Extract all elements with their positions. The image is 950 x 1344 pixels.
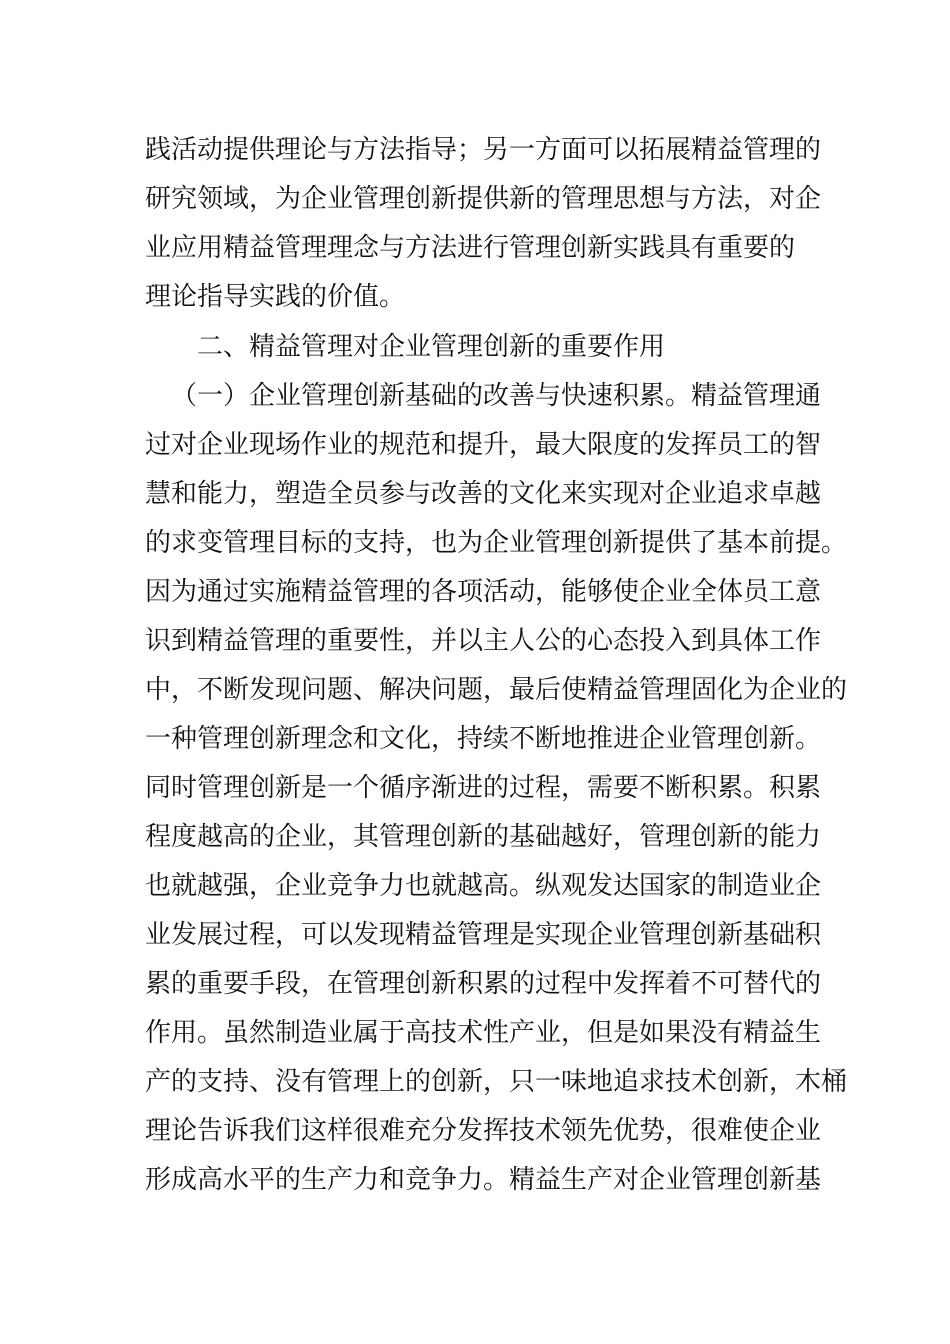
body-text-line: 形成高水平的生产力和竞争力。精益生产对企业管理创新基 [145,1165,822,1195]
body-text-line: 也就越强，企业竞争力也就越高。纵观发达国家的制造业企 [145,871,822,901]
body-text-line: 因为通过实施精益管理的各项活动，能够使企业全体员工意 [145,577,822,607]
body-text-line: 作用。虽然制造业属于高技术性产业，但是如果没有精益生 [145,1018,822,1048]
body-text-line: 识到精益管理的重要性，并以主人公的心态投入到具体工作 [145,626,822,656]
body-text-line: 中，不断发现问题、解决问题，最后使精益管理固化为企业的 [145,675,848,705]
body-text-line: 一种管理创新理念和文化，持续不断地推进企业管理创新。 [145,724,822,754]
body-text-line: 业应用精益管理理念与方法进行管理创新实践具有重要的 [145,233,796,263]
section-heading: 二、精益管理对企业管理创新的重要作用 [197,332,666,362]
body-text-line: 践活动提供理论与方法指导；另一方面可以拓展精益管理的 [145,135,822,165]
body-text-line: （一）企业管理创新基础的改善与快速积累。精益管理通 [171,381,822,411]
body-text-line: 理论指导实践的价值。 [145,282,406,312]
body-text-line: 同时管理创新是一个循序渐进的过程，需要不断积累。积累 [145,773,822,803]
body-text-line: 的求变管理目标的支持，也为企业管理创新提供了基本前提。 [145,528,848,558]
body-text-line: 产的支持、没有管理上的创新，只一味地追求技术创新，木桶 [145,1067,848,1097]
body-text-line: 研究领域，为企业管理创新提供新的管理思想与方法，对企 [145,184,822,214]
body-text-line: 业发展过程，可以发现精益管理是实现企业管理创新基础积 [145,920,822,950]
body-text-line: 理论告诉我们这样很难充分发挥技术领先优势，很难使企业 [145,1116,822,1146]
body-text-line: 程度越高的企业，其管理创新的基础越好，管理创新的能力 [145,822,822,852]
body-text-line: 过对企业现场作业的规范和提升，最大限度的发挥员工的智 [145,430,822,460]
body-text-line: 慧和能力，塑造全员参与改善的文化来实现对企业追求卓越 [145,479,822,509]
body-text-line: 累的重要手段，在管理创新积累的过程中发挥着不可替代的 [145,969,822,999]
